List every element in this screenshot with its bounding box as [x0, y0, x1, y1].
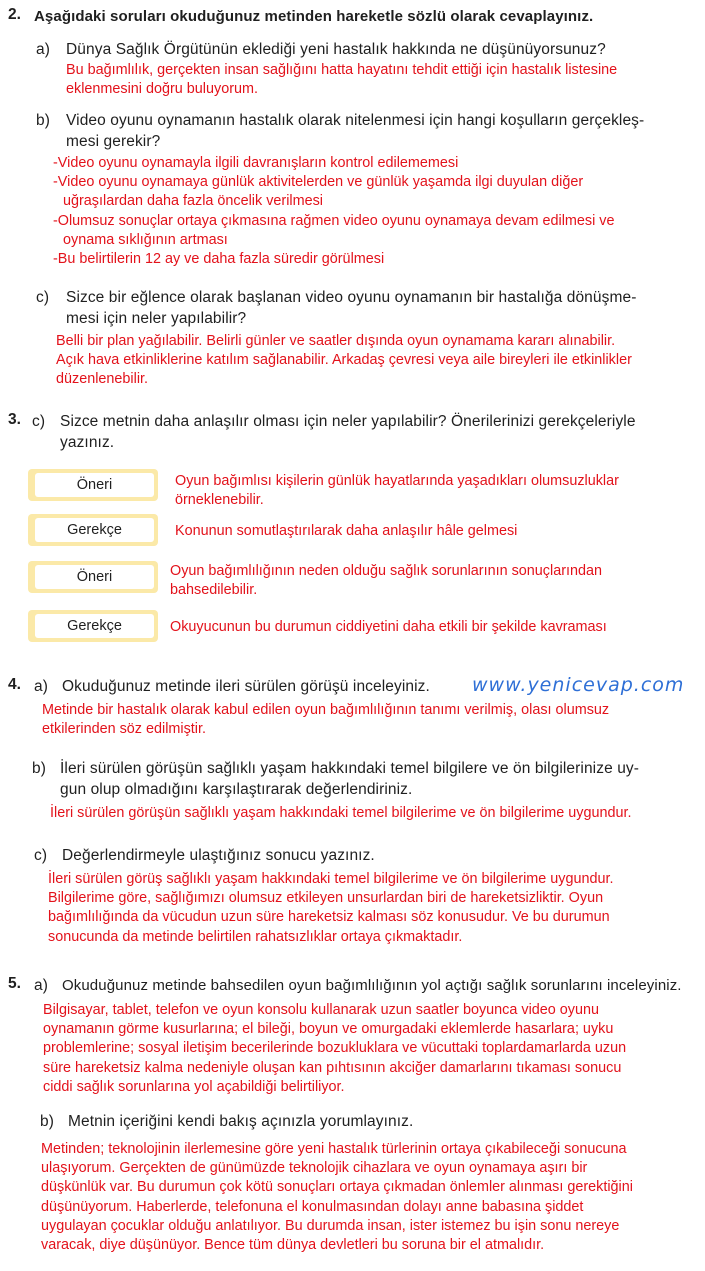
question-number: 3. [8, 411, 21, 428]
answer-text: Okuyucunun bu durumun ciddiyetini daha etkili bir şekilde kavraması [170, 619, 607, 635]
answer-text: Oyun bağımlılığının neden olduğu sağlık sorunlarının sonuçlarından bahsedilebilir. [170, 563, 603, 599]
item-letter: b) [40, 1113, 54, 1130]
item-letter: b) [32, 760, 46, 777]
question-text: Değerlendirmeyle ulaştığınız sonucu yazınız. [62, 847, 375, 864]
question-text: Metnin içeriğini kendi bakış açınızla yorumlayınız. [68, 1113, 414, 1130]
item-letter: c) [32, 413, 46, 430]
watermark: www.yenicevap.com [472, 674, 685, 696]
question-number: 4. [8, 676, 21, 693]
item-letter: a) [36, 41, 50, 58]
gerekce-label-box: Gerekçe [28, 514, 158, 546]
answer-text: Konunun somutlaştırılarak daha anlaşılır hâle gelmesi [175, 523, 518, 539]
answer-text: İleri sürülen görüş sağlıklı yaşam hakkındaki temel bilgilerime ve ön bilgilerime uygundur. Bilgilerime göre, sağlığımızı olumsuz etkileyen unsurlardan biri de hareketsizliktir. Oyun bağımlılığında da vücudun uzun süre hareketsiz kalması söz konusudur. Ve bu durumun sonucunda da metinde belirtilen rahatsızlıklar ortaya çıkmaktadır. [48, 871, 614, 945]
question-text: Okuduğunuz metinde ileri sürülen görüşü inceleyiniz. [62, 678, 430, 695]
question-prompt: Aşağıdaki soruları okuduğunuz metinden hareketle sözlü olarak cevaplayınız. [34, 8, 594, 25]
answer-text: Metinde bir hastalık olarak kabul edilen oyun bağımlılığının tanımı verilmiş, olası olumsuz etkilerinden söz edilmiştir. [42, 702, 610, 738]
item-letter: c) [36, 289, 50, 306]
item-letter: a) [34, 977, 48, 994]
question-text: Dünya Sağlık Örgütünün eklediği yeni hastalık hakkında ne düşünüyorsunuz? [66, 41, 606, 58]
question-text: İleri sürülen görüşün sağlıklı yaşam hakkındaki temel bilgilere ve ön bilgilerinize uy- gun olup olmadığını karşılaştırarak değerlendiriniz. [60, 760, 640, 798]
answer-text: Bilgisayar, tablet, telefon ve oyun konsolu kullanarak uzun saatler boyunca video oyunu oynamanın görme kusurlarına; el bileği, boyun ve omurgadaki eklemlerde hasarlara; uyku problemlerine; sosyal iletişim becerilerinde bozukluklara ve vücuttaki toplardamarlarda uzun süre hareketsiz kalma nedeniyle oluşan kan pıhtısının akciğer damarlarını tıkaması sonucu ciddi sağlık sorunlarına yol açabildiği belirtiliyor. [43, 1002, 627, 1095]
question-text: Video oyunu oynamanın hastalık olarak nitelenmesi için hangi koşulların gerçekleş- mesi gerekir? [66, 112, 645, 150]
answer-text: Belli bir plan yağılabilir. Belirli günler ve saatler dışında oyun oynamama kararı alınabilir. Açık hava etkinliklerine katılım sağlanabilir. Arkadaş çevresi veya aile bireyleri ile etkinlikler düzenlenebilir. [56, 333, 632, 388]
answer-text: -Video oyunu oynamayla ilgili davranışların kontrol edilememesi -Video oyunu oynamaya günlük aktivitelerden ve günlük yaşamda ilgi duyulan diğer uğraşılardan daha fazla öncelik verilmesi -Olumsuz sonuçlar ortaya çıkmasına rağmen video oyunu oynamaya devam edilmesi ve oynama sıklığının artması -Bu belirtilerin 12 ay ve daha fazla süredir görülmesi [53, 155, 615, 268]
answer-text: Metinden; teknolojinin ilerlemesine göre yeni hastalık türlerinin ortaya çıkabileceği sonucuna ulaşıyorum. Gerçekten de günümüzde teknolojik cihazlara ve oyun oynamaya aşırı bir düşkünlük var. Bu durumun çok kötü sonuçları ortaya çıkmadan önlemler alınması gerektiğini düşünüyorum. Haberlerde, telefonuna el konulmasından dolayı anne babasına şiddet uygulayan çocuklar olduğu anlatılıyor. Bu durumda insan, ister istemez bu işin sonu nereye varacak, diye düşünüyor. Bence tüm dünya devletleri bu soruna bir el atmalıdır. [41, 1141, 633, 1254]
answer-text: İleri sürülen görüşün sağlıklı yaşam hakkındaki temel bilgilerime ve ön bilgilerime uygundur. [50, 805, 632, 821]
question-number: 5. [8, 975, 21, 992]
question-number: 2. [8, 6, 21, 23]
question-text: Sizce metnin daha anlaşılır olması için neler yapılabilir? Önerilerinizi gerekçeleriyle yazınız. [60, 413, 636, 451]
oneri-label-box: Öneri [28, 561, 158, 593]
question-text: Okuduğunuz metinde bahsedilen oyun bağımlılığının yol açtığı sağlık sorunlarını inceleyiniz. [62, 977, 682, 994]
gerekce-label-box: Gerekçe [28, 610, 158, 642]
question-text: Sizce bir eğlence olarak başlanan video oyunu oynamanın bir hastalığa dönüşme- mesi için neler yapılabilir? [66, 289, 637, 327]
item-letter: a) [34, 678, 48, 695]
answer-text: Oyun bağımlısı kişilerin günlük hayatlarında yaşadıkları olumsuzluklar örneklenebilir. [175, 473, 619, 509]
oneri-label-box: Öneri [28, 469, 158, 501]
item-letter: b) [36, 112, 50, 129]
answer-text: Bu bağımlılık, gerçekten insan sağlığını hatta hayatını tehdit ettiği için hastalık listesine eklenmesini doğru buluyorum. [66, 62, 618, 98]
item-letter: c) [34, 847, 48, 864]
